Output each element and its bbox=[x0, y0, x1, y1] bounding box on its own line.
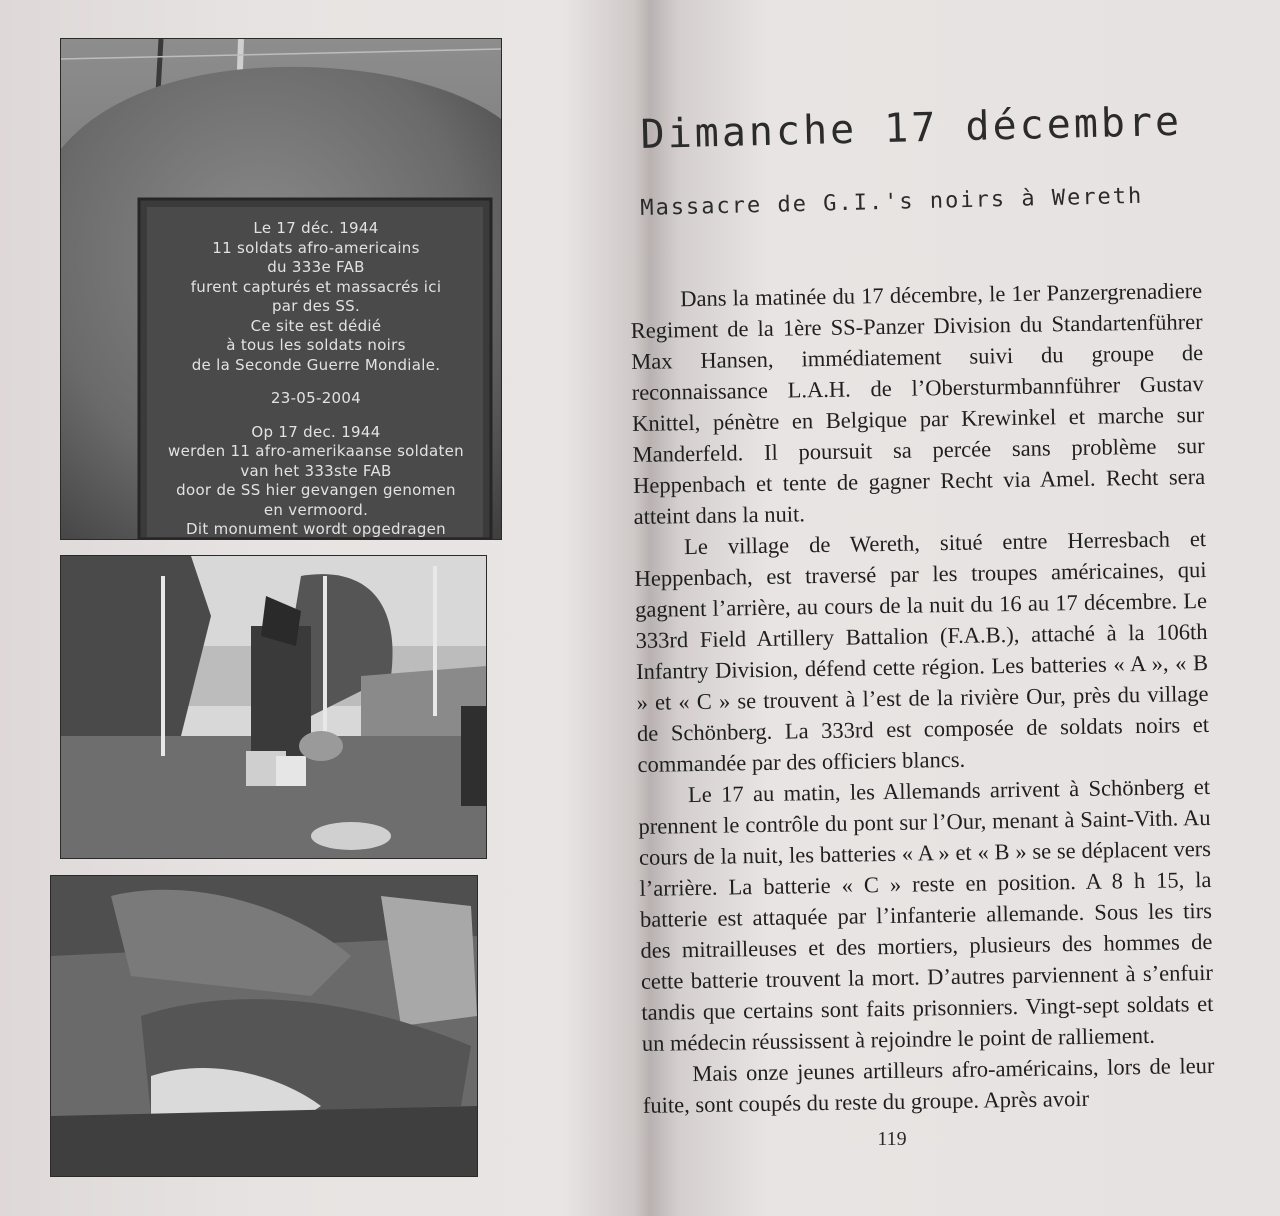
paragraph: Le village de Wereth, situé entre Herresbach et Heppenbach, est traversé par les troupes américaines, qui gagnent l’arrière, au cours de la nuit du 16 au 17 décembre. Le 333rd Field Artillery Battalion (F.A.B.), attaché à la 106th Infantry Division, défend cette région. Les batteries « A », « B » et « C » se trouvent à l’est de la rivière Our, près du village de Schönberg. La 333rd est composée de soldats noirs et commandée par des officiers blancs. bbox=[634, 525, 1210, 777]
archive-photo bbox=[50, 875, 478, 1177]
memorial-site-image bbox=[61, 556, 486, 858]
paragraph: Le 17 au matin, les Allemands arrivent à Schönberg et prennent le contrôle du pont sur l’Our, menant à Saint-Vith. Au cours de la nuit, les batteries « A » et « B » se se déplacent vers l’arrière. La batterie « C » reste en position. A 8 h 15, la batterie est attaquée par l’infanterie allemande. Sous les tirs des mitrailleuses et des mortiers, plusieurs des hommes de cette batterie trouvent la mort. D’autres parviennent à s’enfuir tandis que certains sont faits prisonniers. Vingt-sept soldats et un médecin réussissent à rejoindre le point de ralliement. bbox=[638, 773, 1214, 1056]
plaque-line: par des SS. bbox=[271, 297, 361, 315]
plaque-inscription bbox=[151, 219, 481, 540]
section-subtitle: Massacre de G.I.'s noirs à Wereth bbox=[640, 183, 1144, 221]
plaque-line: Ce site est dédié bbox=[250, 316, 382, 335]
page-number: 119 bbox=[877, 1128, 907, 1150]
plaque-line: Op 17 dec. 1944 bbox=[251, 422, 381, 441]
plaque-line: van het 333ste FAB bbox=[240, 461, 392, 480]
plaque-line: du 333e FAB bbox=[267, 258, 365, 276]
chapter-title: Dimanche 17 décembre bbox=[640, 98, 1183, 158]
plaque-line: 11 soldats afro-americains bbox=[212, 238, 420, 257]
plaque-line: werden 11 afro-amerikaanse soldaten bbox=[168, 442, 464, 460]
plaque-line: en vermoord. bbox=[263, 500, 369, 519]
paragraph: Dans la matinée du 17 décembre, le 1er Panzergrenadiere Regiment de la 1ère SS-Panzer Division du Standartenführer Max Hansen, immédiatement suivi du groupe de reconnaissance L.A.H. de l’Obersturmbannführer Gustav Knittel, pénètre en Belgique par Krewinkel et marche sur Manderfeld. Il poursuit sa percée sans problème sur Heppenbach et tente de gagner Recht via Amel. Recht sera atteint dans la nuit. bbox=[630, 278, 1206, 529]
plaque-line: Dit monument wordt opgedragen bbox=[186, 520, 446, 538]
right-page bbox=[600, 0, 1280, 1216]
memorial-site-photo bbox=[60, 555, 487, 859]
plaque-line: à tous les soldats noirs bbox=[226, 336, 406, 354]
plaque-line: de la Seconde Guerre Mondiale. bbox=[191, 355, 441, 374]
plaque-line: furent capturés et massacrés ici bbox=[190, 277, 442, 296]
plaque-date: 23-05-2004 bbox=[270, 389, 362, 407]
plaque-line: door de SS hier gevangen genomen bbox=[176, 481, 456, 499]
plaque-line: Le 17 déc. 1944 bbox=[253, 219, 379, 237]
memorial-plaque-photo bbox=[60, 38, 502, 540]
body-text bbox=[630, 275, 1215, 1121]
archive-image bbox=[51, 876, 477, 1176]
paragraph: Mais onze jeunes artilleurs afro-américains, lors de leur fuite, sont coupés du reste du groupe. Après avoir bbox=[642, 1052, 1215, 1118]
